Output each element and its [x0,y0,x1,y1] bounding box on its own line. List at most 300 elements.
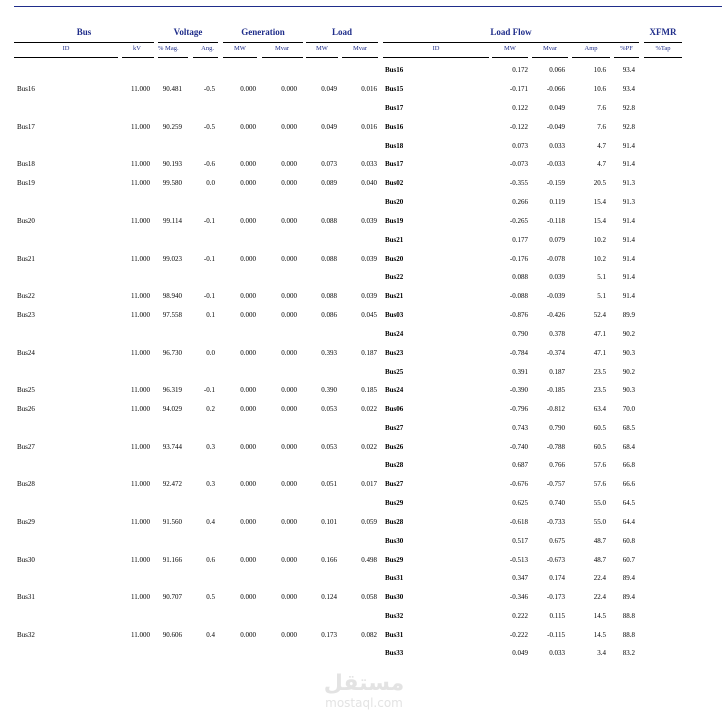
cell-voltage-mag: 99.023 [162,255,182,263]
cell-flow-id: Bus22 [385,273,404,281]
cell-flow-mw: -0.073 [509,160,528,168]
watermark-url: mostaql.com [325,696,403,710]
cell-bus-id: Bus24 [17,349,35,357]
cell-bus-id: Bus16 [17,85,35,93]
cell-flow-mw: -0.796 [509,405,528,413]
cell-gen-mvar: 0.000 [281,85,297,93]
cell-flow-id: Bus20 [385,198,404,206]
cell-kv: 11.000 [131,217,150,225]
cell-amp: 60.5 [593,443,606,451]
cell-flow-id: Bus23 [385,349,404,357]
cell-bus-id: Bus17 [17,123,35,131]
cell-flow-mvar: 0.766 [549,461,565,469]
header-bus-underline [14,42,154,43]
cell-gen-mw: 0.000 [240,292,256,300]
cell-amp: 57.6 [593,480,606,488]
cell-kv: 11.000 [131,405,150,413]
cell-gen-mvar: 0.000 [281,405,297,413]
header-load-underline [306,42,378,43]
cell-pf: 91.3 [622,198,635,206]
cell-flow-id: Bus20 [385,255,404,263]
cell-flow-id: Bus21 [385,292,404,300]
cell-flow-mvar: 0.039 [549,273,565,281]
cell-kv: 11.000 [131,593,150,601]
cell-gen-mw: 0.000 [240,349,256,357]
cell-amp: 22.4 [593,574,606,582]
cell-flow-mvar: -0.426 [546,311,565,319]
subheader-flow-id-underline [383,57,489,58]
subheader-flow-mvar: Mvar [542,45,558,52]
cell-pf: 89.4 [622,593,635,601]
cell-flow-id: Bus03 [385,311,404,319]
cell-gen-mw: 0.000 [240,556,256,564]
cell-amp: 7.6 [597,123,606,131]
cell-load-mw: 0.053 [321,405,337,413]
cell-pf: 91.3 [622,179,635,187]
subheader-gen-mw-underline [223,57,257,58]
cell-gen-mvar: 0.000 [281,443,297,451]
cell-amp: 60.5 [593,424,606,432]
cell-voltage-ang: 0.3 [206,443,215,451]
cell-voltage-ang: -0.6 [203,160,215,168]
cell-amp: 23.5 [593,386,606,394]
cell-load-mvar: 0.039 [361,255,377,263]
cell-kv: 11.000 [131,123,150,131]
cell-flow-mvar: 0.378 [549,330,565,338]
cell-flow-mvar: -0.673 [546,556,565,564]
cell-load-mw: 0.101 [321,518,337,526]
subheader-kv-underline [122,57,154,58]
cell-load-mvar: 0.022 [361,405,377,413]
watermark-logo [318,672,410,710]
cell-amp: 10.2 [593,236,606,244]
cell-flow-mw: -0.618 [509,518,528,526]
cell-flow-mvar: 0.675 [549,537,565,545]
subheader-id: ID [62,45,70,52]
cell-bus-id: Bus19 [17,179,35,187]
cell-flow-mvar: -0.115 [547,631,565,639]
cell-bus-id: Bus31 [17,593,35,601]
cell-load-mw: 0.086 [321,311,337,319]
cell-pf: 90.2 [622,368,635,376]
cell-amp: 47.1 [593,349,606,357]
cell-flow-mw: 0.625 [512,499,528,507]
cell-flow-mw: -0.122 [509,123,528,131]
cell-flow-mw: 0.073 [512,142,528,150]
cell-kv: 11.000 [131,160,150,168]
subheader-mag-underline [158,57,188,58]
subheader-gen-mw: MW [234,45,246,52]
cell-voltage-ang: 0.5 [206,593,215,601]
header-load: Load [331,27,352,37]
cell-pf: 91.4 [622,236,635,244]
cell-bus-id: Bus28 [17,480,35,488]
cell-flow-mvar: 0.187 [549,368,565,376]
cell-amp: 55.0 [593,499,606,507]
cell-kv: 11.000 [131,311,150,319]
cell-flow-id: Bus16 [385,66,404,74]
cell-amp: 7.6 [597,104,606,112]
cell-kv: 11.000 [131,556,150,564]
cell-flow-mvar: 0.790 [549,424,565,432]
cell-kv: 11.000 [131,443,150,451]
cell-gen-mvar: 0.000 [281,386,297,394]
cell-gen-mw: 0.000 [240,443,256,451]
subheader-pf: %PF [620,45,633,52]
cell-pf: 89.4 [622,574,635,582]
cell-bus-id: Bus29 [17,518,35,526]
cell-pf: 64.5 [622,499,635,507]
cell-load-mw: 0.088 [321,217,337,225]
cell-load-mvar: 0.082 [361,631,377,639]
cell-amp: 3.4 [597,649,606,657]
cell-pf: 91.4 [622,292,635,300]
cell-load-mvar: 0.498 [361,556,377,564]
cell-load-mw: 0.051 [321,480,337,488]
cell-amp: 47.1 [593,330,606,338]
cell-voltage-mag: 91.166 [162,556,182,564]
cell-voltage-mag: 90.193 [162,160,182,168]
cell-pf: 70.0 [622,405,635,413]
cell-gen-mvar: 0.000 [281,593,297,601]
cell-flow-mw: -0.676 [509,480,528,488]
cell-load-mvar: 0.059 [361,518,377,526]
cell-load-mvar: 0.016 [361,85,377,93]
cell-pf: 92.8 [622,123,635,131]
subheader-load-mvar: Mvar [352,45,368,52]
cell-gen-mvar: 0.000 [281,311,297,319]
cell-flow-id: Bus27 [385,480,404,488]
cell-flow-id: Bus31 [385,631,404,639]
cell-voltage-ang: 0.3 [206,480,215,488]
subheader-mag: % Mag. [158,45,179,52]
cell-voltage-ang: -0.5 [203,85,215,93]
cell-voltage-mag: 93.744 [162,443,182,451]
cell-flow-mvar: -0.173 [546,593,565,601]
cell-voltage-ang: -0.1 [203,292,215,300]
cell-flow-mw: 0.122 [512,104,528,112]
cell-kv: 11.000 [131,255,150,263]
cell-amp: 15.4 [593,217,606,225]
cell-gen-mw: 0.000 [240,386,256,394]
cell-flow-mw: -0.784 [509,349,528,357]
cell-load-mw: 0.173 [321,631,337,639]
cell-gen-mw: 0.000 [240,480,256,488]
cell-flow-mvar: -0.049 [546,123,565,131]
cell-load-mw: 0.049 [321,85,337,93]
cell-voltage-mag: 92.472 [162,480,182,488]
cell-amp: 20.5 [593,179,606,187]
cell-flow-mw: -0.513 [509,556,528,564]
cell-flow-mvar: -0.185 [546,386,565,394]
cell-flow-mvar: -0.033 [546,160,565,168]
cell-amp: 52.4 [593,311,606,319]
cell-flow-mvar: -0.788 [546,443,565,451]
cell-amp: 48.7 [593,537,606,545]
cell-pf: 92.8 [622,104,635,112]
cell-pf: 93.4 [622,66,635,74]
cell-kv: 11.000 [131,480,150,488]
cell-flow-mvar: 0.066 [549,66,565,74]
subheader-amp-underline [572,57,610,58]
cell-voltage-mag: 90.259 [162,123,182,131]
cell-flow-mw: -0.876 [509,311,528,319]
cell-flow-id: Bus18 [385,142,404,150]
cell-flow-mw: -0.355 [509,179,528,187]
cell-voltage-mag: 90.707 [162,593,182,601]
cell-voltage-mag: 99.114 [163,217,182,225]
cell-flow-mw: -0.222 [509,631,528,639]
cell-load-mvar: 0.033 [361,160,377,168]
top-rule [14,6,722,7]
cell-flow-id: Bus27 [385,424,404,432]
cell-bus-id: Bus25 [17,386,35,394]
cell-pf: 90.3 [622,386,635,394]
cell-voltage-mag: 96.730 [162,349,182,357]
cell-kv: 11.000 [131,631,150,639]
cell-flow-id: Bus30 [385,537,404,545]
header-generation: Generation [241,27,285,37]
cell-gen-mvar: 0.000 [281,123,297,131]
cell-voltage-mag: 90.481 [162,85,182,93]
cell-flow-mw: 0.391 [512,368,528,376]
cell-flow-id: Bus28 [385,518,404,526]
cell-gen-mw: 0.000 [240,217,256,225]
cell-amp: 63.4 [593,405,606,413]
cell-amp: 55.0 [593,518,606,526]
cell-bus-id: Bus18 [17,160,35,168]
subheader-load-mvar-underline [342,57,378,58]
cell-voltage-mag: 90.606 [162,631,182,639]
cell-flow-mvar: 0.033 [549,142,565,150]
cell-flow-id: Bus28 [385,461,404,469]
subheader-amp: Amp [584,45,598,52]
cell-voltage-mag: 94.029 [162,405,182,413]
header-voltage: Voltage [173,27,203,37]
header-bus: Bus [76,27,92,37]
cell-pf: 89.9 [622,311,635,319]
cell-kv: 11.000 [131,518,150,526]
cell-load-mw: 0.124 [321,593,337,601]
cell-pf: 68.5 [622,424,635,432]
cell-kv: 11.000 [131,179,150,187]
cell-amp: 4.7 [597,160,606,168]
subheader-tap: %Tap [655,45,671,52]
cell-gen-mw: 0.000 [240,593,256,601]
cell-pf: 91.4 [622,142,635,150]
cell-kv: 11.000 [131,349,150,357]
cell-load-mw: 0.393 [321,349,337,357]
cell-pf: 60.7 [622,556,635,564]
cell-voltage-ang: 0.1 [206,311,215,319]
cell-gen-mw: 0.000 [240,255,256,263]
subheader-gen-mvar: Mvar [274,45,290,52]
subheader-tap-underline [644,57,682,58]
cell-bus-id: Bus20 [17,217,35,225]
cell-load-mw: 0.390 [321,386,337,394]
cell-gen-mw: 0.000 [240,518,256,526]
cell-pf: 91.4 [622,160,635,168]
cell-gen-mvar: 0.000 [281,179,297,187]
cell-flow-mvar: 0.740 [549,499,565,507]
cell-gen-mvar: 0.000 [281,518,297,526]
subheader-flow-mw: MW [504,45,516,52]
cell-flow-id: Bus17 [385,160,404,168]
cell-flow-mvar: -0.812 [546,405,565,413]
cell-voltage-ang: -0.1 [203,217,215,225]
cell-flow-id: Bus30 [385,593,404,601]
cell-amp: 15.4 [593,198,606,206]
cell-flow-mw: 0.687 [512,461,528,469]
cell-flow-mvar: 0.033 [549,649,565,657]
subheader-gen-mvar-underline [262,57,303,58]
cell-pf: 68.4 [622,443,635,451]
cell-amp: 5.1 [597,273,606,281]
cell-flow-id: Bus15 [385,85,404,93]
cell-pf: 93.4 [622,85,635,93]
header-voltage-underline [158,42,218,43]
cell-flow-mvar: -0.374 [546,349,565,357]
cell-gen-mw: 0.000 [240,405,256,413]
cell-flow-mw: 0.517 [512,537,528,545]
cell-voltage-ang: 0.4 [206,518,215,526]
cell-voltage-ang: 0.2 [206,405,215,413]
cell-kv: 11.000 [131,85,150,93]
cell-flow-id: Bus26 [385,443,404,451]
cell-amp: 14.5 [593,631,606,639]
cell-flow-mw: -0.088 [509,292,528,300]
cell-flow-mw: 0.088 [512,273,528,281]
cell-voltage-ang: -0.1 [203,386,215,394]
subheader-load-mw-underline [306,57,338,58]
cell-gen-mw: 0.000 [240,179,256,187]
subheader-ang: Ang. [201,45,214,52]
cell-flow-id: Bus29 [385,499,404,507]
cell-flow-mvar: -0.039 [546,292,565,300]
cell-pf: 90.3 [622,349,635,357]
cell-flow-mw: 0.743 [512,424,528,432]
subheader-pf-underline [614,57,639,58]
cell-voltage-ang: -0.1 [203,255,215,263]
cell-flow-mvar: 0.115 [549,612,565,620]
cell-load-mw: 0.088 [321,292,337,300]
cell-amp: 4.7 [597,142,606,150]
cell-flow-mvar: -0.066 [546,85,565,93]
cell-pf: 88.8 [622,631,635,639]
cell-bus-id: Bus26 [17,405,35,413]
cell-gen-mw: 0.000 [240,85,256,93]
header-xfmr: XFMR [649,27,677,37]
cell-flow-mw: -0.390 [509,386,528,394]
cell-load-mw: 0.049 [321,123,337,131]
cell-gen-mw: 0.000 [240,123,256,131]
cell-gen-mvar: 0.000 [281,292,297,300]
cell-amp: 48.7 [593,556,606,564]
watermark-arabic: مستقل [323,671,405,696]
cell-bus-id: Bus22 [17,292,35,300]
subheader-ang-underline [193,57,218,58]
cell-pf: 66.8 [622,461,635,469]
cell-flow-id: Bus19 [385,217,404,225]
subheader-flow-id: ID [432,45,440,52]
cell-voltage-ang: 0.6 [206,556,215,564]
header-load-flow: Load Flow [490,27,532,37]
cell-pf: 91.4 [622,217,635,225]
cell-bus-id: Bus32 [17,631,35,639]
cell-load-mw: 0.088 [321,255,337,263]
cell-amp: 10.6 [593,66,606,74]
cell-amp: 22.4 [593,593,606,601]
cell-amp: 57.6 [593,461,606,469]
cell-load-mvar: 0.022 [361,443,377,451]
cell-flow-mw: -0.171 [509,85,528,93]
cell-flow-mvar: 0.049 [549,104,565,112]
cell-pf: 64.4 [622,518,635,526]
cell-pf: 90.2 [622,330,635,338]
cell-flow-mw: -0.346 [509,593,528,601]
cell-load-mvar: 0.185 [361,386,377,394]
cell-gen-mvar: 0.000 [281,349,297,357]
cell-flow-mw: 0.266 [512,198,528,206]
cell-load-mvar: 0.040 [361,179,377,187]
cell-gen-mvar: 0.000 [281,255,297,263]
cell-flow-id: Bus02 [385,179,404,187]
header-load-flow-underline [383,42,639,43]
cell-pf: 66.6 [622,480,635,488]
cell-flow-mw: 0.347 [512,574,528,582]
cell-bus-id: Bus21 [17,255,35,263]
cell-load-mw: 0.166 [321,556,337,564]
cell-load-mvar: 0.039 [361,217,377,225]
cell-load-mvar: 0.039 [361,292,377,300]
cell-gen-mvar: 0.000 [281,160,297,168]
cell-bus-id: Bus30 [17,556,35,564]
cell-amp: 10.6 [593,85,606,93]
subheader-kv: kV [133,45,141,52]
cell-flow-mvar: 0.079 [549,236,565,244]
cell-load-mvar: 0.017 [361,480,377,488]
cell-load-mw: 0.053 [321,443,337,451]
cell-voltage-ang: 0.4 [206,631,215,639]
cell-flow-mw: 0.177 [512,236,528,244]
subheader-load-mw: MW [316,45,328,52]
cell-kv: 11.000 [131,292,150,300]
cell-flow-mvar: -0.078 [546,255,565,263]
cell-voltage-mag: 98.940 [162,292,182,300]
cell-voltage-mag: 97.558 [162,311,182,319]
cell-flow-mvar: -0.757 [546,480,565,488]
cell-flow-id: Bus16 [385,123,404,131]
cell-pf: 60.8 [622,537,635,545]
cell-gen-mvar: 0.000 [281,217,297,225]
header-generation-underline [223,42,303,43]
cell-pf: 88.8 [622,612,635,620]
cell-gen-mw: 0.000 [240,160,256,168]
cell-flow-id: Bus24 [385,330,404,338]
cell-flow-id: Bus24 [385,386,404,394]
cell-load-mvar: 0.058 [361,593,377,601]
cell-gen-mvar: 0.000 [281,480,297,488]
cell-flow-mvar: 0.174 [549,574,565,582]
cell-flow-mvar: -0.159 [546,179,565,187]
cell-load-mw: 0.089 [321,179,337,187]
cell-flow-id: Bus29 [385,556,404,564]
cell-gen-mvar: 0.000 [281,631,297,639]
subheader-id-underline [14,57,118,58]
cell-flow-mvar: -0.733 [546,518,565,526]
cell-flow-mw: -0.265 [509,217,528,225]
cell-flow-mw: 0.790 [512,330,528,338]
